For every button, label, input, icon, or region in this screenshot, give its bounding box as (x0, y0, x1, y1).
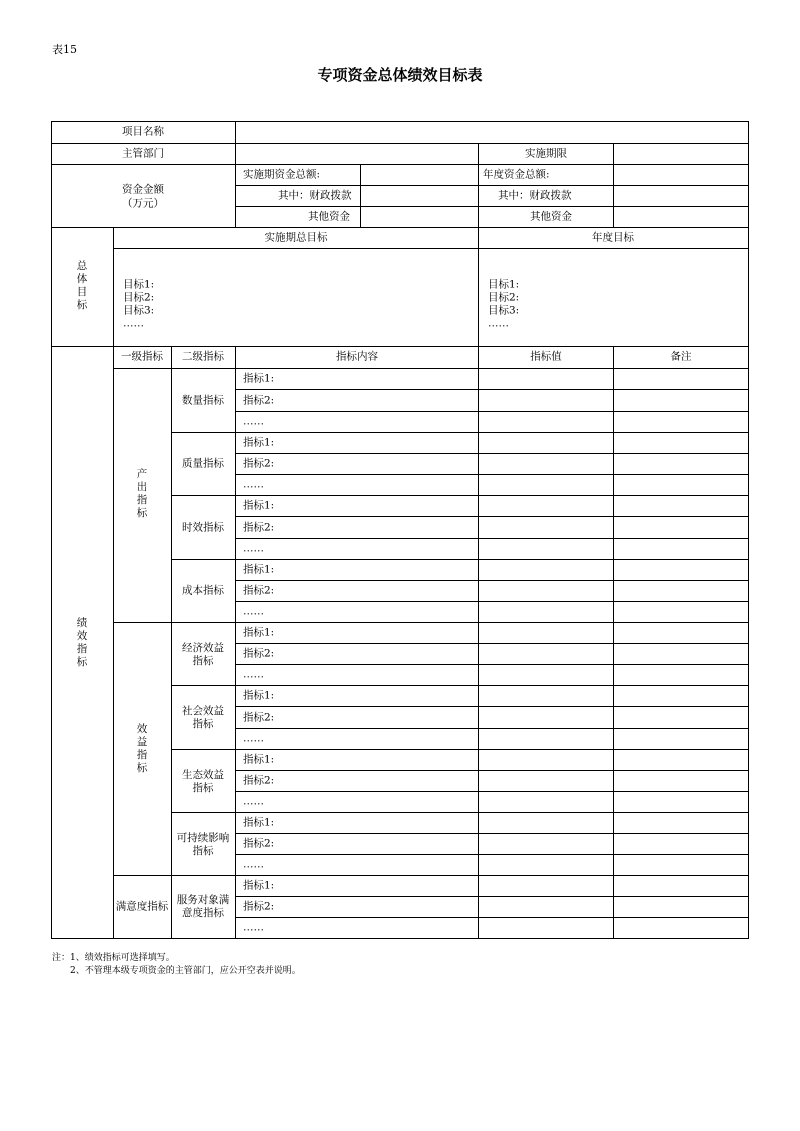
timeliness-indicator-label: 时效指标 (182, 521, 224, 534)
annual-goal-2: 目标2: (488, 291, 520, 304)
period-goal-1: 目标1: (123, 278, 155, 291)
ecological-indicator-label: 生态效益指标 (182, 769, 224, 794)
indicator-row: 指标1: (243, 816, 275, 829)
indicator-row: 指标2: (243, 394, 275, 407)
total-funds-label: 实施期资金总额: (243, 168, 321, 181)
indicator-row: …… (243, 542, 264, 555)
indicator-row: …… (243, 605, 264, 618)
indicator-row: …… (243, 795, 264, 808)
indicator-row: 指标2: (243, 900, 275, 913)
indicator-row: …… (243, 858, 264, 871)
project-name-label: 项目名称 (122, 125, 164, 138)
indicator-row: …… (243, 921, 264, 934)
indicator-row: 指标1: (243, 753, 275, 766)
fund-amount-label: 资金金额 (122, 183, 164, 196)
table-number: 表15 (52, 43, 77, 56)
satisfaction-indicator-label: 满意度指标 (115, 900, 169, 913)
annual-total-label: 年度资金总额: (483, 168, 550, 181)
annual-goal-3: 目标3: (488, 304, 520, 317)
note-line-1: 注：1、绩效指标可选择填写。 (52, 953, 175, 963)
period-goal-more: …… (123, 317, 144, 330)
indicator-row: 指标2: (243, 711, 275, 724)
indicator-row: …… (243, 415, 264, 428)
col-content-header: 指标内容 (336, 350, 378, 363)
indicator-row: 指标1: (243, 689, 275, 702)
indicator-row: 指标1: (243, 879, 275, 892)
period-label: 实施期限 (525, 147, 567, 160)
indicator-row: 指标2: (243, 521, 275, 534)
col-level1-header: 一级指标 (121, 350, 163, 363)
performance-indicator-label: 绩效指标 (76, 617, 88, 668)
annual-goal-1: 目标1: (488, 278, 520, 291)
indicator-row: …… (243, 478, 264, 491)
cost-indicator-label: 成本指标 (182, 584, 224, 597)
other-label-annual: 其他资金 (530, 210, 572, 223)
service-satisfaction-label: 服务对象满意度指标 (176, 894, 230, 919)
notes (52, 952, 301, 978)
indicator-row: 指标2: (243, 774, 275, 787)
indicator-row: 指标1: (243, 626, 275, 639)
quantity-indicator-label: 数量指标 (182, 394, 224, 407)
indicator-row: …… (243, 732, 264, 745)
indicator-row: 指标2: (243, 584, 275, 597)
col-value-header: 指标值 (530, 350, 562, 363)
col-remark-header: 备注 (670, 350, 692, 363)
note-line-2: 2、不管理本级专项资金的主管部门，应公开空表并说明。 (70, 966, 301, 976)
department-label: 主管部门 (122, 147, 164, 160)
period-goal-header: 实施期总目标 (264, 231, 328, 244)
fund-unit-label: （万元） (122, 197, 164, 210)
period-goal-2: 目标2: (123, 291, 155, 304)
other-label-period: 其他资金 (308, 210, 350, 223)
indicator-row: 指标1: (243, 436, 275, 449)
sustainable-indicator-label: 可持续影响指标 (176, 832, 230, 857)
indicator-row: 指标1: (243, 563, 275, 576)
fiscal-label-period: 其中：财政拨款 (278, 189, 352, 202)
output-indicator-label: 产出指标 (136, 468, 148, 519)
economic-indicator-label: 经济效益指标 (182, 642, 224, 667)
indicator-row: …… (243, 668, 264, 681)
indicator-row: 指标2: (243, 457, 275, 470)
indicator-row: 指标1: (243, 499, 275, 512)
document-title: 专项资金总体绩效目标表 (317, 66, 483, 84)
annual-goal-more: …… (488, 317, 509, 330)
fiscal-label-annual: 其中：财政拨款 (498, 189, 572, 202)
indicator-row: 指标2: (243, 837, 275, 850)
indicator-row: 指标2: (243, 647, 275, 660)
annual-goal-header: 年度目标 (592, 231, 634, 244)
period-goal-3: 目标3: (123, 304, 155, 317)
col-level2-header: 二级指标 (182, 350, 224, 363)
overall-goal-label: 总体目标 (76, 260, 88, 311)
quality-indicator-label: 质量指标 (182, 457, 224, 470)
benefit-indicator-label: 效益指标 (136, 723, 148, 774)
social-indicator-label: 社会效益指标 (182, 705, 224, 730)
indicator-row: 指标1: (243, 372, 275, 385)
